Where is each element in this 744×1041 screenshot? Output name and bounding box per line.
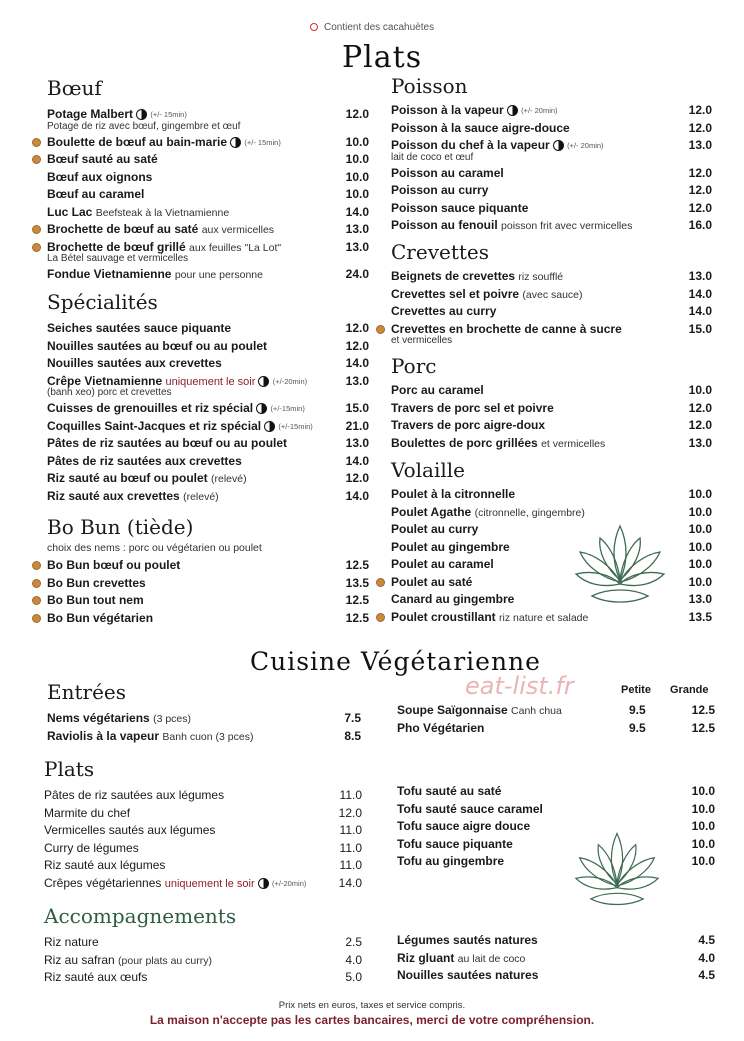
item-price: 10.0: [691, 784, 715, 798]
item-name: Riz au safran: [44, 952, 115, 967]
item-name: Poisson sauce piquante: [391, 200, 529, 215]
item-price: 10.0: [691, 819, 715, 833]
menu-item: [47, 728, 361, 746]
item-name: Boulette de bœuf au bain-marie: [47, 134, 228, 149]
item-price: 10.0: [688, 383, 712, 397]
entrees-section: [47, 680, 361, 745]
item-price: 24.0: [345, 267, 369, 281]
item-name: Canard au gingembre: [391, 592, 515, 606]
menu-item: [397, 720, 715, 738]
item-note: (3 pces): [153, 713, 192, 725]
crevettes-section: [391, 240, 712, 348]
item-price: 10.0: [688, 539, 712, 554]
menu-item: [397, 818, 715, 836]
menu-item: [391, 200, 712, 218]
item-name: Crevettes en brochette de canne à sucre: [391, 321, 622, 336]
menu-item: [47, 221, 369, 239]
clock-icon: [256, 403, 267, 414]
item-name: Poisson à la sauce aigre-douce: [391, 120, 570, 135]
grande-price: 12.5: [691, 703, 715, 717]
item-name: Fondue Vietnamienne: [47, 267, 172, 281]
peanut-icon: [32, 614, 41, 623]
menu-item: [44, 787, 362, 805]
menu-item: [397, 801, 715, 819]
item-price: 10.0: [691, 801, 715, 816]
clock-icon: [507, 105, 518, 116]
item-price: 16.0: [688, 218, 712, 232]
item-note: poisson frit avec vermicelles: [501, 220, 633, 232]
item-price: 13.5: [345, 575, 369, 590]
item-note: Beefsteak à la Vietnamienne: [95, 206, 230, 219]
menu-item: [391, 137, 712, 155]
item-price: 13.0: [688, 269, 712, 283]
item-name: Poisson au caramel: [391, 165, 504, 180]
section-title-veg-plats: Plats: [44, 757, 95, 781]
menu-item: [397, 853, 715, 871]
item-note: (avec sauce): [522, 288, 583, 301]
accomp-section: [44, 904, 362, 987]
item-price: 4.0: [345, 952, 362, 967]
menu-item: [47, 239, 369, 257]
item-name: Poisson à la vapeur: [391, 103, 504, 117]
item-price: 12.0: [345, 471, 369, 485]
item-price: 15.0: [688, 321, 712, 336]
item-name: Nouilles sautées aux crevettes: [47, 356, 222, 370]
menu-item: [391, 182, 712, 200]
item-price: 11.0: [339, 858, 362, 872]
menu-item: [47, 575, 369, 593]
item-name: Riz sauté aux crevettes: [47, 488, 180, 503]
menu-item: [47, 151, 369, 169]
item-evening-note: uniquement le soir: [164, 877, 255, 890]
boeuf-section: [47, 76, 369, 284]
grande-price: 12.5: [691, 720, 715, 735]
peanut-icon: [376, 325, 385, 334]
menu-item: [47, 710, 361, 728]
specialites-list: [47, 320, 369, 505]
item-name: Poulet croustillant: [391, 609, 496, 624]
item-price: 21.0: [345, 418, 369, 433]
item-name: Bœuf aux oignons: [47, 169, 153, 184]
item-evening-note: uniquement le soir: [165, 375, 256, 388]
peanut-icon: [32, 596, 41, 605]
porc-section: [391, 354, 712, 452]
menu-item: [47, 400, 369, 418]
poisson-section: [391, 74, 712, 235]
item-name: Crêpes végétariennes: [44, 875, 162, 890]
clock-icon: [258, 878, 269, 889]
item-name: Crêpe Vietnamienne: [47, 373, 163, 388]
section-title-entrees: Entrées: [47, 680, 127, 704]
item-name: Coquilles Saint-Jacques et riz spécial: [47, 418, 262, 433]
petite-price: 9.5: [629, 720, 646, 735]
footer-note: Prix nets en euros, taxes et service compris.: [278, 1000, 466, 1011]
item-note: aux vermicelles: [201, 224, 275, 236]
lotus-flower-icon: [572, 518, 668, 610]
item-time: (+/-15min): [278, 421, 313, 431]
item-price: 12.5: [345, 593, 369, 607]
item-price: 2.5: [345, 935, 362, 949]
item-price: 10.0: [345, 187, 369, 201]
menu-item: [44, 805, 362, 823]
item-name: Seiches sautées sauce piquante: [47, 321, 232, 335]
item-note: (relevé): [211, 473, 247, 485]
item-price: 11.0: [339, 840, 362, 855]
item-price: 13.0: [345, 373, 369, 388]
menu-item: [391, 382, 712, 400]
item-name: Crevettes au curry: [391, 304, 497, 318]
item-name: Luc Lac: [47, 204, 93, 219]
menu-item: [391, 120, 712, 138]
item-name: Riz gluant: [397, 950, 455, 965]
item-price: 10.0: [691, 836, 715, 851]
item-name: Tofu au gingembre: [397, 854, 505, 868]
item-name: Riz sauté au bœuf ou poulet: [47, 471, 208, 485]
item-price: 10.0: [688, 557, 712, 571]
menu-item: [391, 486, 712, 504]
item-name: Travers de porc sel et poivre: [391, 400, 554, 415]
menu-item: [47, 134, 369, 152]
item-note: aux feuilles "La Lot": [189, 241, 282, 254]
item-price: 7.5: [344, 711, 361, 725]
item-name: Bo Bun crevettes: [47, 575, 146, 590]
menu-item: [397, 950, 715, 968]
watermark: eat-list.fr: [465, 672, 574, 700]
item-name: Nouilles sautées au bœuf ou au poulet: [47, 338, 268, 353]
grande-header: Grande: [670, 684, 709, 696]
item-name: Brochette de bœuf au saté: [47, 222, 199, 236]
menu-item: [47, 355, 369, 373]
peanut-icon: [32, 561, 41, 570]
item-name: Tofu sauce aigre douce: [397, 819, 531, 833]
menu-item: [44, 934, 362, 952]
item-note: (citronnelle, gingembre): [474, 506, 585, 519]
peanut-icon: [32, 225, 41, 234]
item-name: Poulet au gingembre: [391, 539, 510, 554]
menu-item: [391, 609, 712, 627]
item-name: Porc au caramel: [391, 383, 484, 397]
item-name: Pâtes de riz sautées au bœuf ou au poulet: [47, 436, 288, 450]
item-price: 8.5: [344, 728, 361, 743]
item-time: (+/- 20min): [567, 141, 604, 151]
bobun-section: [47, 515, 369, 627]
item-price: 14.0: [345, 204, 369, 219]
veg-title: Cuisine Végétarienne: [250, 647, 541, 676]
section-title-volaille: Volaille: [391, 458, 465, 482]
item-price: 14.0: [345, 356, 369, 370]
menu-item: [391, 435, 712, 453]
peanut-icon: [310, 23, 318, 31]
item-time: (+/- 15min): [150, 110, 187, 120]
item-price: 10.0: [688, 504, 712, 519]
item-name: Poisson au fenouil: [391, 218, 498, 232]
section-title-bobun: Bo Bun (tiède): [47, 515, 194, 539]
section-title-accomp: Accompagnements: [44, 904, 237, 928]
soupes-section: [397, 684, 715, 737]
item-name: Riz sauté aux légumes: [44, 858, 166, 872]
item-note: (pour plats au curry): [118, 954, 212, 967]
peanut-icon: [32, 243, 41, 252]
item-price: 13.0: [345, 222, 369, 236]
item-name: Poisson au curry: [391, 183, 489, 197]
clock-icon: [264, 421, 275, 432]
item-price: 12.0: [688, 183, 712, 197]
item-price: 13.0: [688, 435, 712, 450]
item-name: Soupe Saïgonnaise: [397, 703, 508, 717]
section-title-poisson: Poisson: [391, 74, 468, 98]
item-name: Bœuf au caramel: [47, 187, 145, 201]
menu-item: [391, 165, 712, 183]
menu-item: [47, 320, 369, 338]
crevettes-list: [391, 268, 712, 346]
item-time: (+/-20min): [272, 376, 308, 386]
item-note: (relevé): [183, 490, 219, 503]
menu-item: [47, 453, 369, 471]
item-name: Poisson du chef à la vapeur: [391, 138, 550, 152]
soupes-list: [397, 702, 715, 737]
tofu-section: [397, 783, 715, 871]
menu-item: [44, 875, 362, 893]
item-name: Boulettes de porc grillées: [391, 435, 538, 450]
item-price: 11.0: [339, 788, 362, 802]
item-price: 14.0: [345, 488, 369, 503]
item-description: Potage de riz avec bœuf, gingembre et œuf: [47, 120, 241, 132]
item-price: 14.0: [338, 875, 362, 890]
menu-item: [44, 969, 362, 987]
item-price: 10.0: [688, 487, 712, 501]
item-price: 4.0: [698, 950, 715, 965]
bobun-subtitle: choix des nems : porc ou végétarien ou poulet: [47, 542, 262, 554]
item-time: (+/-20min): [271, 878, 307, 888]
item-price: 10.0: [345, 169, 369, 184]
item-price: 12.0: [688, 120, 712, 135]
petite-header: Petite: [621, 684, 651, 696]
item-name: Vermicelles sautés aux légumes: [44, 823, 216, 837]
item-name: Bo Bun végétarien: [47, 610, 154, 625]
item-name: Marmite du chef: [44, 805, 131, 820]
item-name: Travers de porc aigre-doux: [391, 418, 546, 432]
menu-item: [47, 338, 369, 356]
item-price: 10.0: [691, 854, 715, 868]
item-price: 12.0: [688, 400, 712, 415]
petite-price: 9.5: [629, 703, 646, 717]
specialites-section: [47, 290, 369, 505]
item-name: Bo Bun tout nem: [47, 593, 144, 607]
item-note: et vermicelles: [541, 437, 606, 450]
menu-item: [391, 321, 712, 339]
clock-icon: [553, 140, 564, 151]
boeuf-list: [47, 106, 369, 284]
peanut-icon: [376, 613, 385, 622]
item-time: (+/- 20min): [521, 106, 558, 116]
peanut-legend: [310, 22, 434, 33]
menu-item: [44, 822, 362, 840]
porc-list: [391, 382, 712, 452]
item-name: Poulet au curry: [391, 522, 479, 536]
item-note: Canh chua: [511, 705, 562, 717]
menu-item: [391, 400, 712, 418]
item-name: Légumes sautés natures: [397, 933, 538, 947]
menu-item: [391, 217, 712, 235]
item-price: 13.0: [345, 239, 369, 254]
item-name: Pho Végétarien: [397, 720, 485, 735]
item-price: 12.0: [338, 805, 362, 820]
item-name: Nouilles sautées natures: [397, 968, 539, 982]
item-price: 4.5: [698, 968, 715, 982]
menu-item: [47, 266, 369, 284]
menu-item: [397, 702, 715, 720]
item-price: 14.0: [688, 286, 712, 301]
item-price: 12.0: [688, 103, 712, 117]
item-name: Curry de légumes: [44, 840, 139, 855]
item-price: 15.0: [345, 401, 369, 415]
item-price: 12.5: [345, 610, 369, 625]
entrees-list: [47, 710, 361, 745]
item-price: 10.0: [345, 134, 369, 149]
item-price: 5.0: [345, 970, 362, 984]
peanut-icon: [32, 138, 41, 147]
menu-item: [47, 373, 369, 391]
legend-text: Contient des cacahuètes: [324, 22, 435, 33]
veg-plats-list: [44, 787, 362, 892]
section-title-crevettes: Crevettes: [391, 240, 490, 264]
menu-item: [391, 286, 712, 304]
item-name: Raviolis à la vapeur: [47, 728, 160, 743]
item-price: 4.5: [698, 933, 715, 947]
accomp-right-list: [397, 932, 715, 985]
item-note: au lait de coco: [457, 952, 526, 965]
item-description: (banh xeo) porc et crevettes: [47, 387, 172, 398]
section-title-boeuf: Bœuf: [47, 76, 102, 100]
menu-item: [47, 186, 369, 204]
item-price: 12.0: [688, 200, 712, 215]
item-name: Poulet au caramel: [391, 557, 494, 571]
item-name: Bœuf sauté au saté: [47, 152, 158, 166]
item-name: Riz nature: [44, 935, 99, 949]
item-price: 14.0: [345, 453, 369, 468]
menu-item: [397, 967, 715, 985]
item-name: Brochette de bœuf grillé: [47, 239, 186, 254]
item-note: riz soufflé: [518, 271, 564, 283]
menu-item: [47, 169, 369, 187]
clock-icon: [258, 376, 269, 387]
item-name: Bo Bun bœuf ou poulet: [47, 558, 181, 572]
item-price: 13.5: [688, 609, 712, 624]
item-price: 12.0: [345, 107, 369, 121]
item-name: Pâtes de riz sautées aux légumes: [44, 788, 225, 802]
item-name: Tofu sauté au saté: [397, 784, 502, 798]
peanut-icon: [32, 579, 41, 588]
accomp-left-list: [44, 934, 362, 987]
item-name: Poulet au saté: [391, 574, 473, 589]
peanut-icon: [32, 155, 41, 164]
item-description: lait de coco et œuf: [391, 151, 474, 163]
item-note: pour une personne: [174, 269, 263, 281]
item-price: 10.0: [345, 152, 369, 166]
menu-item: [44, 840, 362, 858]
menu-item: [47, 204, 369, 222]
section-title-specialites: Spécialités: [47, 290, 158, 314]
item-price: 13.0: [345, 436, 369, 450]
item-name: Nems végétariens: [47, 711, 150, 725]
tofu-list: [397, 783, 715, 871]
item-name: Potage Malbert: [47, 107, 134, 121]
item-name: Poulet Agathe: [391, 504, 472, 519]
veg-plats-section: [44, 757, 362, 892]
item-price: 12.0: [688, 418, 712, 432]
item-time: (+/-15min): [270, 404, 305, 414]
item-name: Riz sauté aux œufs: [44, 970, 148, 984]
item-price: 13.0: [688, 138, 712, 152]
item-price: 12.0: [345, 338, 369, 353]
menu-item: [47, 435, 369, 453]
item-name: Crevettes sel et poivre: [391, 286, 520, 301]
menu-item: [47, 106, 369, 124]
poisson-list: [391, 102, 712, 235]
clock-icon: [230, 137, 241, 148]
menu-item: [391, 268, 712, 286]
item-time: (+/- 15min): [244, 137, 281, 147]
section-title-porc: Porc: [391, 354, 437, 378]
item-price: 11.0: [339, 823, 362, 837]
menu-item: [44, 857, 362, 875]
accomp-right: [397, 932, 715, 985]
item-description: et vermicelles: [391, 335, 453, 346]
item-name: Beignets de crevettes: [391, 269, 516, 283]
footer-warning: La maison n'accepte pas les cartes bancaires, merci de votre compréhension.: [149, 1013, 595, 1027]
item-name: Tofu sauté sauce caramel: [397, 801, 543, 816]
item-description: La Bétel sauvage et vermicelles: [47, 253, 189, 264]
item-price: 12.0: [345, 321, 369, 335]
menu-item: [47, 557, 369, 575]
menu-item: [397, 932, 715, 950]
plats-title: Plats: [342, 40, 423, 75]
item-name: Cuisses de grenouilles et riz spécial: [47, 401, 254, 415]
item-name: Poulet à la citronnelle: [391, 487, 516, 501]
item-name: Tofu sauce piquante: [397, 836, 513, 851]
menu-item: [44, 952, 362, 970]
bobun-list: [47, 557, 369, 627]
menu-item: [397, 783, 715, 801]
item-note: riz nature et salade: [499, 611, 589, 624]
item-note: Banh cuon (3 pces): [162, 730, 254, 743]
menu-item: [391, 102, 712, 120]
menu-item: [47, 592, 369, 610]
item-price: 10.0: [688, 574, 712, 589]
item-price: 13.0: [688, 592, 712, 606]
menu-item: [391, 303, 712, 321]
menu-item: [397, 836, 715, 854]
item-price: 12.5: [345, 558, 369, 572]
item-price: 10.0: [688, 522, 712, 536]
menu-item: [47, 488, 369, 506]
menu-item: [47, 470, 369, 488]
menu-item: [47, 418, 369, 436]
menu-item: [47, 610, 369, 628]
peanut-icon: [376, 578, 385, 587]
item-price: 14.0: [688, 304, 712, 318]
menu-item: [391, 417, 712, 435]
clock-icon: [136, 109, 147, 120]
item-name: Pâtes de riz sautées aux crevettes: [47, 453, 242, 468]
item-price: 12.0: [688, 165, 712, 180]
